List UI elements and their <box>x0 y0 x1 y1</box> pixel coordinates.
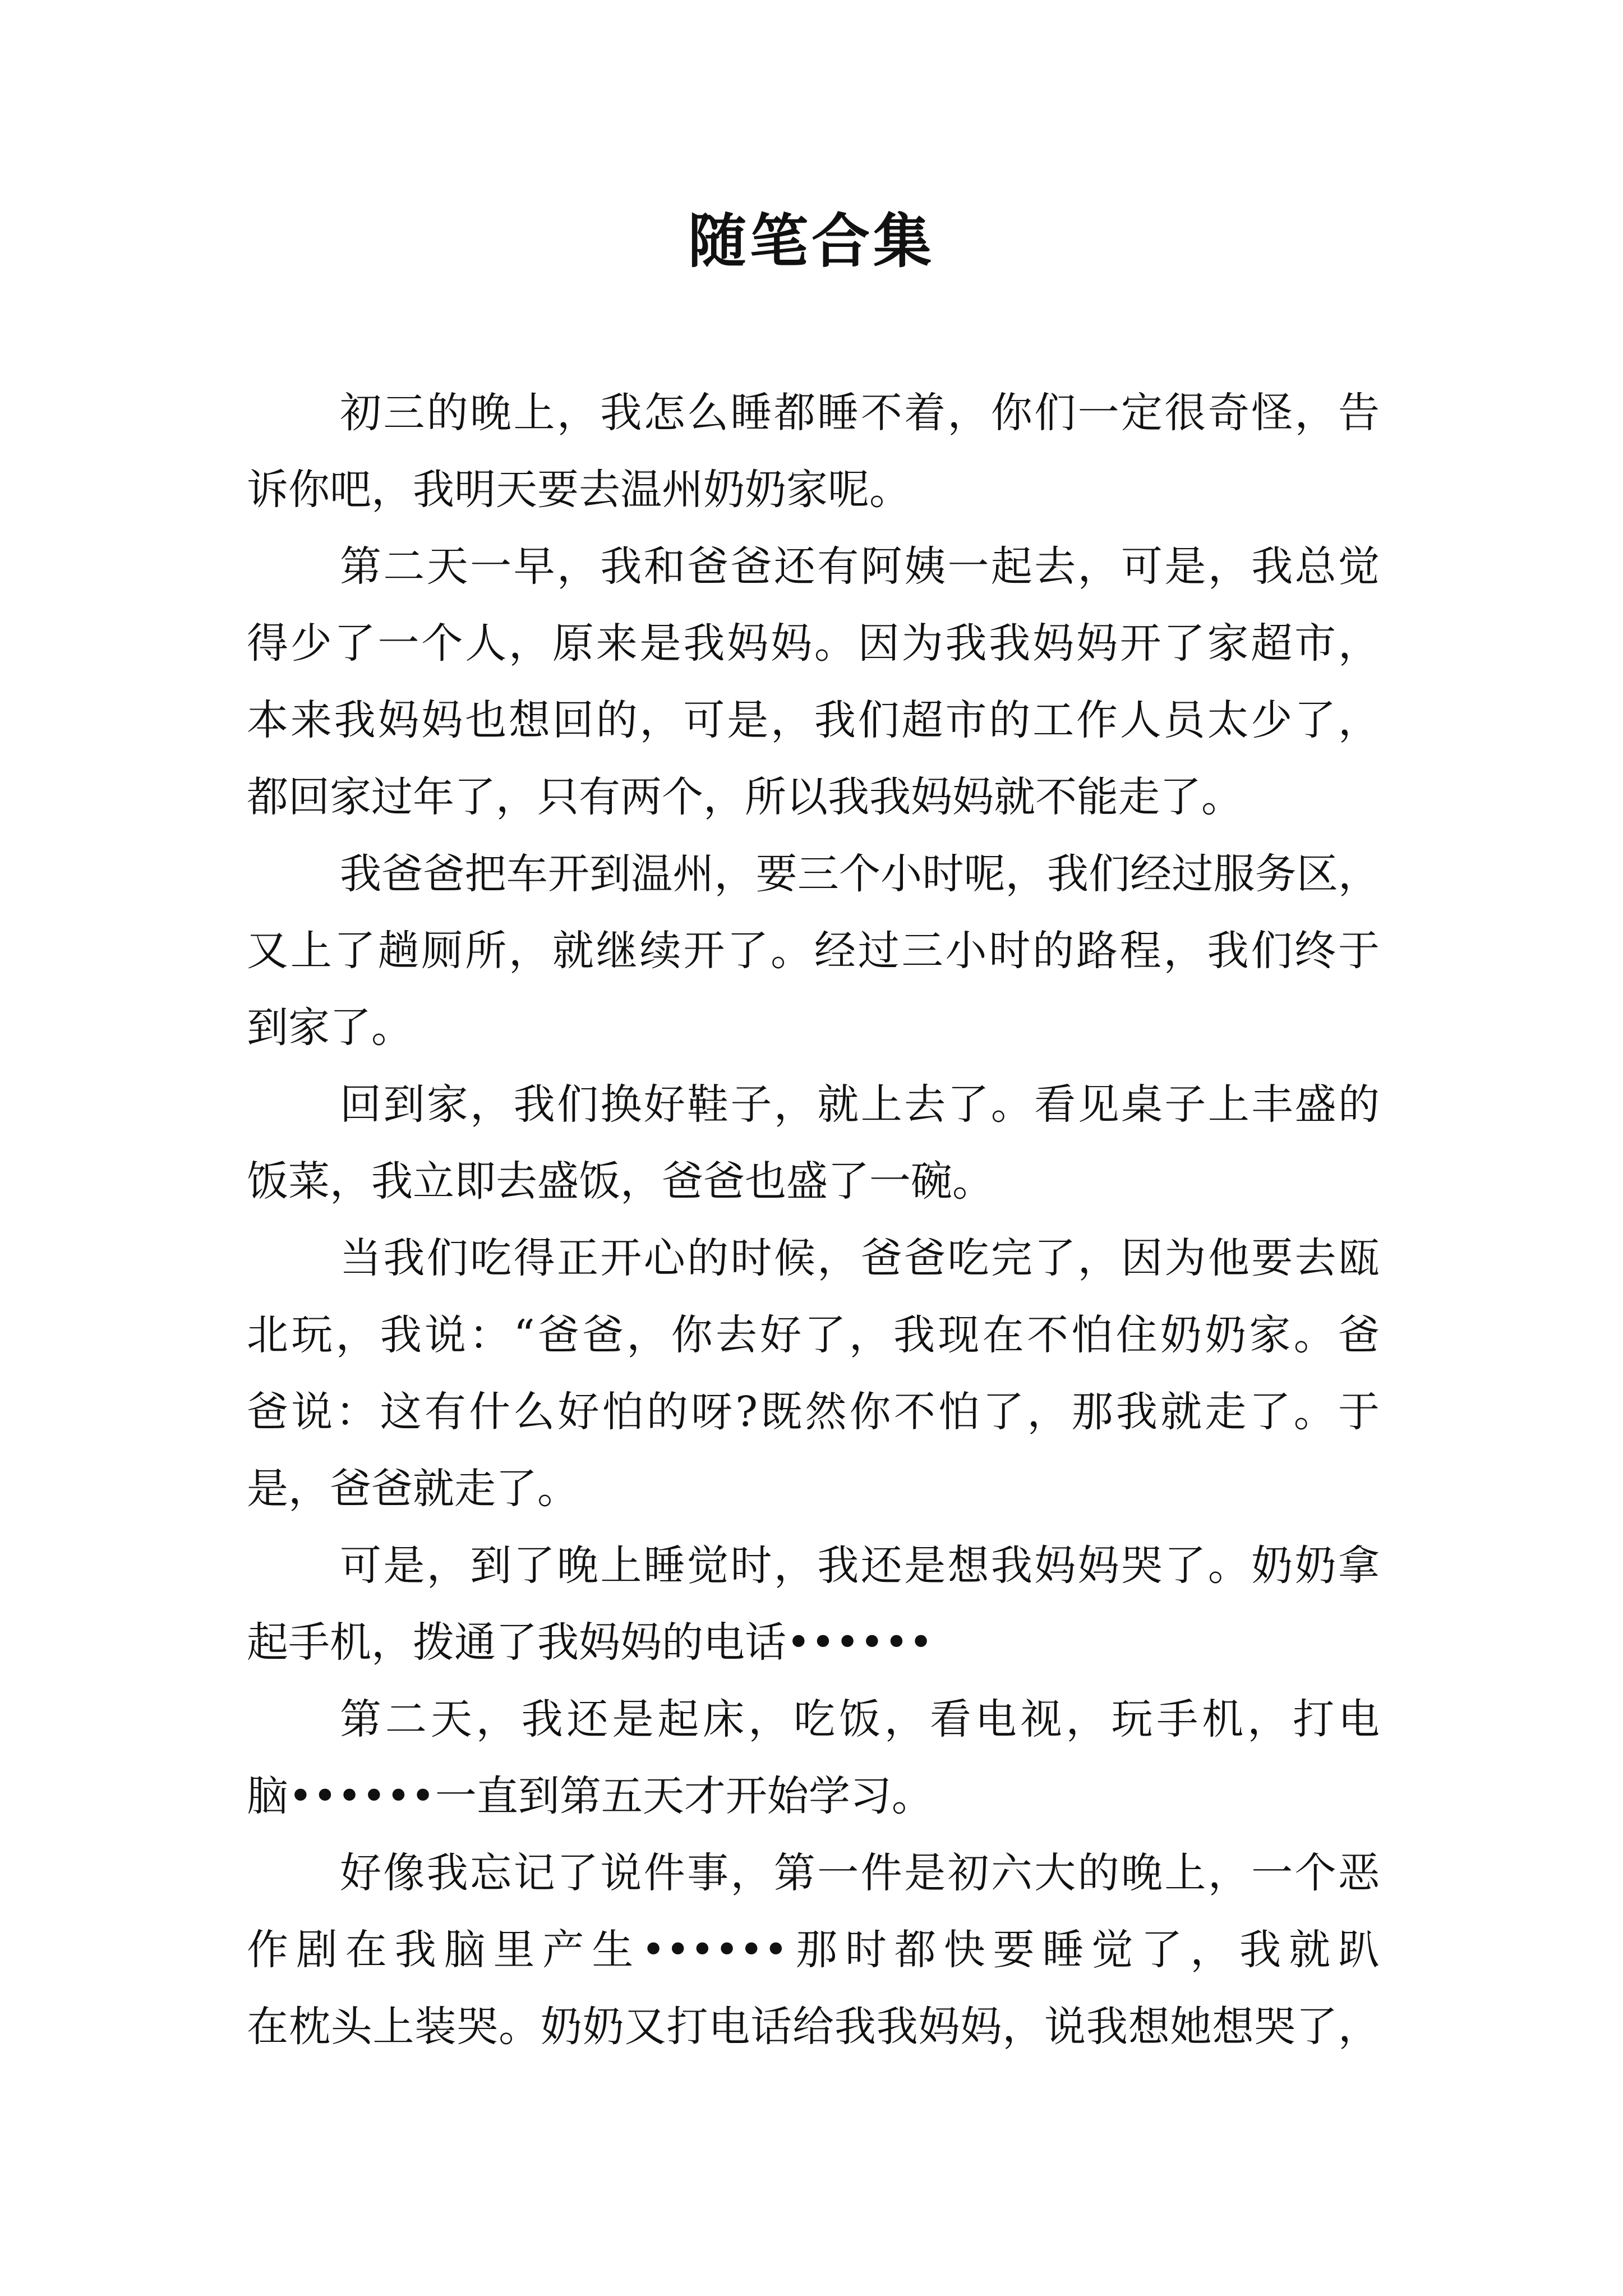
text-line: 可是，到了晚上睡觉时，我还是想我妈妈哭了。奶奶拿 <box>340 1542 1380 1590</box>
text-line: 回到家，我们换好鞋子，就上去了。看见桌子上丰盛的 <box>340 1080 1380 1129</box>
text-line: 是，爸爸就走了。 <box>247 1465 579 1513</box>
text-line: 第二天，我还是起床，吃饭，看电视，玩手机，打电 <box>340 1695 1380 1743</box>
text-line: 在枕头上装哭。奶奶又打电话给我我妈妈，说我想她想哭了， <box>247 2003 1380 2051</box>
document-title: 随笔合集 <box>688 206 935 275</box>
text-line: 爸说：这有什么好怕的呀?既然你不怕了，那我就走了。于 <box>247 1388 1380 1436</box>
text-line: 初三的晚上，我怎么睡都睡不着，你们一定很奇怪，告 <box>340 389 1380 437</box>
text-line: 我爸爸把车开到温州，要三个小时呢，我们经过服务区， <box>340 850 1380 898</box>
text-line: 起手机，拨通了我妈妈的电话•••••• <box>247 1618 933 1667</box>
text-line: 诉你吧，我明天要去温州奶奶家呢。 <box>247 466 911 514</box>
text-line: 又上了趟厕所，就继续开了。经过三小时的路程，我们终于 <box>247 927 1380 975</box>
text-line: 第二天一早，我和爸爸还有阿姨一起去，可是，我总觉 <box>340 542 1380 591</box>
text-line: 本来我妈妈也想回的，可是，我们超市的工作人员太少了， <box>247 696 1380 744</box>
text-line: 脑••••••一直到第五天才开始学习。 <box>247 1772 933 1820</box>
text-line: 得少了一个人，原来是我妈妈。因为我我妈妈开了家超市， <box>247 619 1380 668</box>
text-line: 好像我忘记了说件事，第一件是初六大的晚上，一个恶 <box>340 1849 1380 1897</box>
text-line: 都回家过年了，只有两个，所以我我妈妈就不能走了。 <box>247 773 1243 821</box>
text-line: 当我们吃得正开心的时候，爸爸吃完了，因为他要去瓯 <box>340 1234 1380 1282</box>
text-line: 到家了。 <box>247 1004 413 1052</box>
text-line: 北玩，我说：“爸爸，你去好了，我现在不怕住奶奶家。爸 <box>247 1311 1380 1359</box>
text-line: 饭菜，我立即去盛饭，爸爸也盛了一碗。 <box>247 1157 994 1205</box>
text-line: 作剧在我脑里产生••••••那时都快要睡觉了，我就趴 <box>247 1926 1380 1974</box>
document-body <box>247 375 1380 2065</box>
